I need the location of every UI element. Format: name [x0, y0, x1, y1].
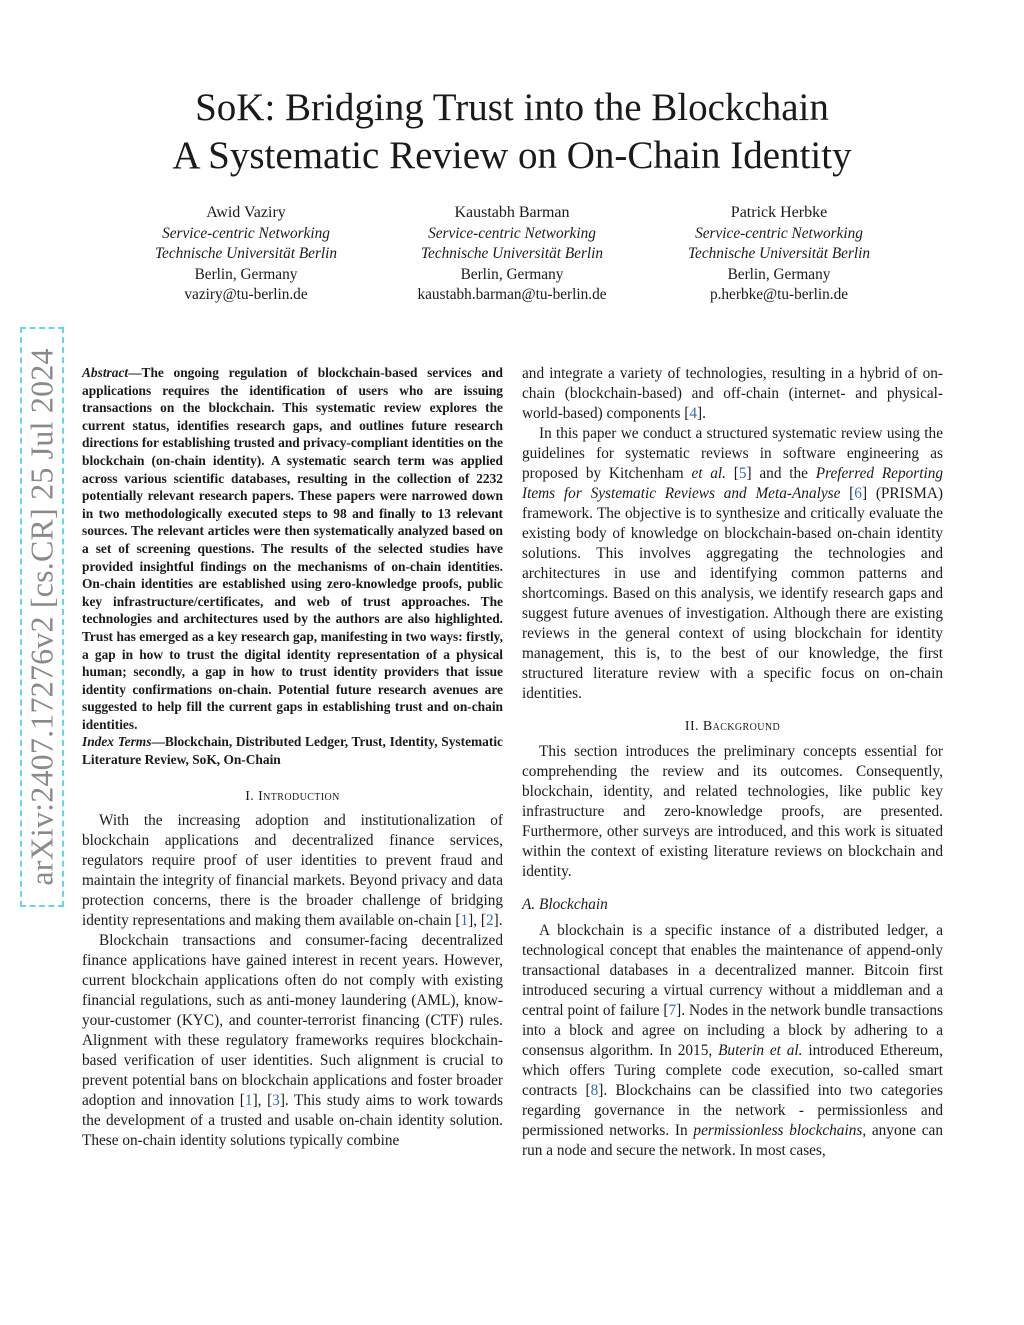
blockchain-paragraph: A blockchain is a specific instance of a distributed ledger, a technological concept that enables the maintenance of append-only transactional databases in a decentralized manner. Bitcoin first introduced securing a virtual currency without a middleman and a central point of failure [7]. Nodes in the network bundle transactions into a block and agree on including a block by adhering to a consensus algorithm. In 2015, Buterin et al. introduced Ethereum, which offers Turing complete code execution, so-called smart contracts [8]. Blockchains can be classified into two categories regarding governance in the network - permissionless and permissioned networks. In permissionless blockchains, anyone can run a node and secure the network. In most cases,	[522, 922, 944, 1159]
intro-paragraph-2: Blockchain transactions and consumer-facing decentralized finance applications have gained interest in recent years. However, current blockchain applications often do not comply with existing financial regulations, such as anti-money laundering (AML), know-your-customer (KYC), and counter-terrorist financing (CTF) rules. Alignment with these regulatory frameworks requires blockchain-based verification of user identities. Such alignment is crucial to prevent potential bans on blockchain applications and foster broader adoption and innovation [1], [3]. This study aims to work towards the development of a trusted and usable on-chain identity solution. These on-chain identity solutions typically combine	[82, 931, 503, 1149]
background-paragraph-1: This section introduces the preliminary concepts essential for comprehending the review and its outcomes. Consequently, blockchain, identity, and related technologies, like public key infrastructure and zero-knowledge proofs, are presented. Furthermore, other surveys are introduced, and this work is situated within the context of existing literature reviews on blockchain and identity.	[522, 743, 943, 880]
author-dept: Service-centric Networking	[695, 224, 863, 242]
author-block	[112, 203, 912, 303]
citation-link[interactable]: 1	[244, 1091, 253, 1109]
title-line-1: SoK: Bridging Trust into the Blockchain	[195, 86, 829, 129]
author-univ: Technische Universität Berlin	[154, 245, 338, 263]
intro-paragraph-1: With the increasing adoption and institutionalization of blockchain applications and decentralized finance services, regulators require proof of user identities to prevent fraud and maintain the integrity of financial markets. Beyond privacy and data protection concerns, there is the broader challenge of bridging identity representations and making them available on-chain [1], [2].	[82, 811, 503, 929]
citation-link[interactable]: 6	[854, 485, 862, 502]
intro-paragraph-2-continued: and integrate a variety of technologies, resulting in a hybrid of on-chain (blockchain-based) and off-chain (internet- and physical-world-based) components [4].	[522, 365, 943, 422]
index-terms-text: —Blockchain, Distributed Ledger, Trust, Identity, Systematic Literature Review, SoK, On-Chain	[82, 734, 503, 768]
arxiv-stamp[interactable]	[20, 327, 64, 907]
section-heading-background: II. Background	[684, 719, 781, 734]
left-column	[82, 364, 503, 1151]
citation-link[interactable]: 1	[460, 911, 469, 929]
author-2	[362, 203, 662, 306]
author-univ: Technische Universität Berlin	[687, 245, 871, 263]
author-name: Awid Vaziry	[206, 204, 286, 221]
right-column	[522, 364, 943, 1161]
subsection-heading-blockchain: A. Blockchain	[522, 896, 608, 913]
index-terms-label: Index Terms	[82, 734, 152, 750]
citation-link[interactable]: 5	[738, 465, 747, 482]
author-univ: Technische Universität Berlin	[420, 245, 604, 263]
index-terms	[82, 733, 503, 768]
title-line-2: A Systematic Review on On-Chain Identity	[172, 134, 852, 177]
citation-link[interactable]: 7	[668, 1002, 677, 1019]
author-3	[629, 203, 929, 306]
author-email[interactable]: vaziry@tu-berlin.de	[184, 286, 308, 304]
abstract	[82, 364, 503, 733]
citation-link[interactable]: 4	[689, 405, 698, 422]
author-location: Berlin, Germany	[460, 265, 564, 283]
author-dept: Service-centric Networking	[428, 224, 596, 242]
author-name: Patrick Herbke	[730, 204, 828, 221]
arxiv-id: arXiv:2407.17276v2 [cs.CR] 25 Jul 2024	[23, 348, 60, 886]
paper-title	[0, 84, 1024, 180]
author-location: Berlin, Germany	[727, 265, 831, 283]
abstract-text: —The ongoing regulation of blockchain-based services and applications requires the identification of users who are issuing transactions on the blockchain. This systematic review explores the current status, identifies research gaps, and outlines future research directions for establishing trusted and privacy-compliant identities on the blockchain (on-chain identity). A systematic search term was applied across various scientific databases, resulting in the collection of 2232 potentially relevant research papers. These papers were narrowed down in two methodologically executed steps to 98 and finally to 13 relevant sources. The relevant articles were then systematically analyzed based on a set of screening questions. The results of the selected studies have provided insightful findings on the mechanisms of on-chain identities. On-chain identities are established using zero-knowledge proofs, public key infrastructure/certificates, and web of trust approaches. The technologies and architectures used by the authors are also highlighted. Trust has emerged as a key research gap, manifesting in two ways: firstly, a gap in how to trust the digital identity representation of a physical human; secondly, a gap in how to trust identity providers that issue identity confirmations on-chain. Potential future research avenues are suggested to help fill the current gaps in establishing trust and on-chain identities.	[82, 365, 503, 732]
author-location: Berlin, Germany	[194, 265, 298, 283]
author-name: Kaustabh Barman	[454, 204, 570, 221]
author-dept: Service-centric Networking	[162, 224, 330, 242]
citation-link[interactable]: 3	[272, 1091, 280, 1109]
author-email[interactable]: p.herbke@tu-berlin.de	[709, 286, 849, 304]
author-1	[96, 203, 396, 306]
citation-link[interactable]: 2	[485, 911, 494, 929]
author-email[interactable]: kaustabh.barman@tu-berlin.de	[417, 286, 607, 304]
section-heading-introduction: I. Introduction	[245, 788, 340, 804]
intro-paragraph-3: In this paper we conduct a structured systematic review using the guidelines for systematic reviews in software engineering as proposed by Kitchenham et al. [5] and the Preferred Reporting Items for Systematic Reviews and Meta-Analyse [6] (PRISMA) framework. The objective is to synthesize and critically evaluate the existing body of knowledge on blockchain-based on-chain identity solutions. This involves aggregating the technologies and architectures in use and identifying common patterns and shortcomings. Based on this analysis, we identify research gaps and suggest future avenues of investigation. Although there are existing reviews in the general context of using blockchain for identity management, this is, to the best of our knowledge, the first structured literature review with a specific focus on on-chain identities.	[522, 425, 944, 702]
abstract-label: Abstract	[82, 365, 129, 380]
citation-link[interactable]: 8	[590, 1082, 599, 1099]
